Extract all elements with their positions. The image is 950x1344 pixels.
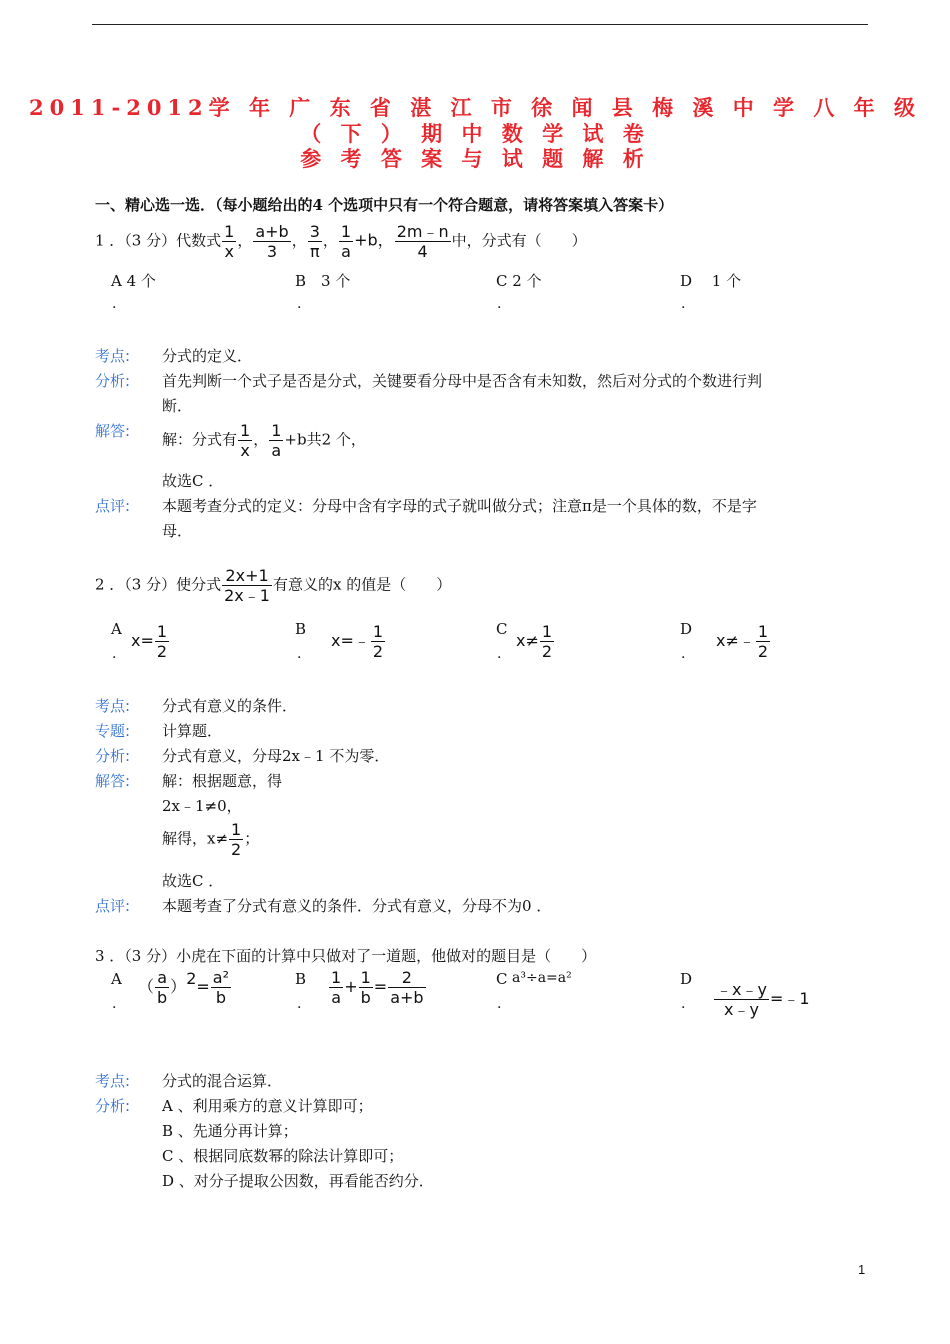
q3-option-c-letter: C — [496, 970, 508, 988]
q3-fenxi-line-a: A 、利用乘方的意义计算即可； — [162, 1097, 373, 1115]
q3-kaodian: 分式的混合运算． — [162, 1072, 283, 1090]
q1-choice: 故选C ． — [162, 472, 224, 490]
q1-kaodian-label: 考点: — [95, 347, 131, 365]
title-line-1: 2011-2012学 年 广 东 省 湛 江 市 徐 闻 县 梅 溪 中 学 八 年 级 — [29, 95, 921, 120]
q2-fenxi-label: 分析: — [95, 747, 131, 765]
q1-option-d: D 1 个 — [680, 272, 742, 290]
numerator: 1 — [372, 622, 384, 641]
q2-fenxi: 分式有意义，分母2x﹣1 不为零． — [162, 747, 390, 765]
q2-option-b — [331, 622, 386, 661]
numerator: 2m﹣n — [396, 222, 449, 241]
q3-option-d-letter: D — [680, 970, 693, 988]
q2-dianping-label: 点评: — [95, 897, 131, 915]
q2-zhuanti: 计算题． — [162, 722, 223, 740]
denominator: 2 — [541, 642, 553, 661]
q3-option-a — [138, 968, 232, 1007]
numerator: 2 — [401, 968, 412, 987]
q3-option-b-letter: B — [295, 970, 307, 988]
comma: ， — [237, 231, 253, 250]
fraction — [388, 968, 425, 1007]
denominator: x﹣y — [714, 999, 769, 1019]
q1-frac-5 — [395, 222, 451, 261]
numerator: 1 — [240, 421, 251, 440]
numerator: 3 — [309, 222, 320, 241]
option-dot: . — [497, 296, 502, 312]
numerator: 1 — [757, 622, 769, 641]
q2-option-d-letter: D — [680, 620, 693, 638]
q2-stem — [95, 566, 451, 605]
q3-option-a-letter: A — [111, 970, 122, 988]
q3-stem: 3 ．（3 分）小虎在下面的计算中只做对了一道题，他做对的题目是（ ） — [95, 947, 597, 965]
fraction — [756, 622, 770, 661]
denominator: 2 — [372, 642, 384, 661]
rhs: =﹣1 — [769, 989, 810, 1008]
q2-option-c-letter: C — [496, 620, 508, 638]
q2-dianping: 本题考查了分式有意义的条件．分式有意义，分母不为0 ． — [162, 897, 552, 915]
fraction — [540, 622, 554, 661]
q3-fenxi-line-b: B 、先通分再计算； — [162, 1122, 298, 1140]
denominator: 2 — [156, 642, 168, 661]
section-heading: 一、精心选一选．（每小题给出的4 个选项中只有一个符合题意，请将答案填入答案卡） — [95, 196, 674, 214]
numerator: 1 — [331, 968, 342, 987]
lhs: x≠﹣ — [716, 631, 755, 650]
q2-jieda-line-1: 解：根据题意，得 — [162, 772, 283, 790]
q1-jieda-frac-1 — [238, 421, 252, 460]
q1-dianping-label: 点评: — [95, 497, 131, 515]
q3-option-c: a³÷a=a² — [512, 970, 572, 986]
q3-option-b — [328, 968, 427, 1007]
q1-option-c: C 2 个 — [496, 272, 542, 290]
denominator: π — [308, 241, 322, 261]
q1-fenxi-label: 分析: — [95, 372, 131, 390]
q2-kaodian: 分式有意义的条件． — [162, 697, 298, 715]
option-dot: . — [681, 996, 686, 1012]
comma: ， — [291, 231, 307, 250]
lhs: x≠ — [516, 631, 539, 650]
q1-jieda-label: 解答: — [95, 422, 131, 440]
q1-kaodian: 分式的定义． — [162, 347, 253, 365]
denominator: b — [359, 987, 373, 1007]
option-dot: . — [112, 996, 117, 1012]
q1-stem — [95, 222, 587, 261]
q2-option-a — [131, 622, 170, 661]
q2-stem-suffix: 有意义的x 的值是（ ） — [272, 575, 452, 594]
denominator: 2 — [231, 840, 242, 859]
paren-open: （ — [138, 977, 155, 996]
numerator: 1 — [340, 222, 352, 241]
q2-jieda-line-2: 2x﹣1≠0， — [162, 797, 242, 815]
numerator: 1 — [156, 622, 168, 641]
denominator: 3 — [253, 241, 290, 261]
plus-b: +b， — [354, 230, 394, 250]
q1-frac-1 — [222, 222, 236, 261]
comma: ， — [322, 231, 338, 250]
denominator: a — [329, 987, 343, 1007]
q2-jieda-line-3 — [162, 820, 259, 859]
q1-frac-2 — [253, 222, 290, 261]
q3-kaodian-label: 考点: — [95, 1072, 131, 1090]
lhs: x=﹣ — [331, 631, 370, 650]
title-line-2: （ 下 ） 期 中 数 学 试 卷 — [300, 121, 650, 146]
q3-option-d — [713, 980, 810, 1019]
numerator: ﹣x﹣y — [716, 980, 767, 999]
title-line-3: 参 考 答 案 与 试 题 解 析 — [300, 146, 650, 171]
denominator: 2x﹣1 — [224, 586, 270, 605]
jieda-prefix: 解：分式有 — [162, 430, 238, 449]
fraction — [211, 968, 231, 1007]
option-dot: . — [681, 646, 686, 662]
numerator: 1 — [271, 421, 282, 440]
numerator: 1 — [360, 968, 371, 987]
option-dot: . — [497, 646, 502, 662]
option-dot: . — [297, 296, 302, 312]
q2-choice: 故选C ． — [162, 872, 224, 890]
paren-close: ） — [170, 977, 187, 996]
q1-stem-prefix: 1 ．（3 分）代数式 — [95, 231, 222, 250]
lhs: x= — [131, 631, 154, 650]
denominator: a+b — [390, 988, 424, 1007]
q2-stem-prefix: 2 ．（3 分）使分式 — [95, 575, 222, 594]
q1-jieda-frac-2 — [269, 421, 283, 460]
denominator: b — [211, 987, 231, 1007]
numerator: 1 — [224, 222, 235, 241]
fraction — [155, 968, 169, 1007]
comma: ， — [253, 430, 269, 449]
q2-option-a-letter: A — [111, 620, 122, 638]
denominator: a — [269, 440, 283, 460]
q2-jieda-label: 解答: — [95, 772, 131, 790]
fraction — [714, 980, 769, 1019]
q2-kaodian-label: 考点: — [95, 697, 131, 715]
numerator: 2x+1 — [225, 566, 269, 585]
denominator: a — [339, 241, 353, 261]
denominator: 4 — [395, 241, 451, 261]
fraction — [371, 622, 385, 661]
q1-stem-suffix: 中，分式有（ ） — [451, 231, 587, 250]
q1-dianping-line-2: 母． — [162, 522, 193, 540]
top-rule — [92, 24, 868, 25]
q1-jieda — [162, 421, 366, 460]
fraction — [329, 968, 343, 1007]
q2-stem-frac — [222, 566, 272, 605]
numerator: a+b — [255, 222, 289, 241]
q1-option-a: A 4 个 — [111, 272, 156, 290]
q1-option-b: B 3 个 — [295, 272, 351, 290]
q1-frac-3 — [308, 222, 322, 261]
denominator: b — [157, 988, 168, 1007]
numerator: a — [157, 968, 167, 987]
q2-option-d — [716, 622, 771, 661]
jieda-suffix: +b共2 个， — [284, 430, 366, 449]
numerator: a² — [212, 968, 229, 987]
equals: = — [373, 977, 388, 996]
exponent: 2 — [186, 969, 197, 988]
fraction — [155, 622, 169, 661]
option-dot: . — [112, 296, 117, 312]
jieda-suffix: ； — [244, 829, 260, 848]
page-number: 1 — [858, 1262, 866, 1277]
numerator: 1 — [231, 820, 242, 839]
q3-fenxi-line-d: D 、对分子提取公因数，再看能否约分． — [162, 1172, 434, 1190]
q2-option-b-letter: B — [295, 620, 307, 638]
q2-option-c — [516, 622, 555, 661]
option-dot: . — [681, 296, 686, 312]
plus: + — [344, 977, 358, 996]
fraction — [229, 820, 243, 859]
q1-fenxi-line-1: 首先判断一个式子是否是分式，关键要看分母中是否含有未知数，然后对分式的个数进行判 — [162, 372, 763, 390]
numerator: 1 — [541, 622, 553, 641]
q1-fenxi-line-2: 断． — [162, 397, 193, 415]
denominator: 2 — [757, 642, 769, 661]
denominator: x — [238, 440, 252, 460]
q3-fenxi-line-c: C 、根据同底数幂的除法计算即可； — [162, 1147, 404, 1165]
option-dot: . — [297, 646, 302, 662]
equals: = — [196, 977, 210, 996]
denominator: x — [222, 241, 236, 261]
option-dot: . — [497, 996, 502, 1012]
option-dot: . — [112, 646, 117, 662]
q3-fenxi-label: 分析: — [95, 1097, 131, 1115]
q1-dianping-line-1: 本题考查分式的定义：分母中含有字母的式子就叫做分式；注意π是一个具体的数，不是字 — [162, 497, 757, 515]
jieda-prefix: 解得，x≠ — [162, 829, 229, 848]
q1-frac-4 — [339, 222, 353, 261]
fraction — [359, 968, 373, 1007]
option-dot: . — [297, 996, 302, 1012]
q2-zhuanti-label: 专题: — [95, 722, 131, 740]
